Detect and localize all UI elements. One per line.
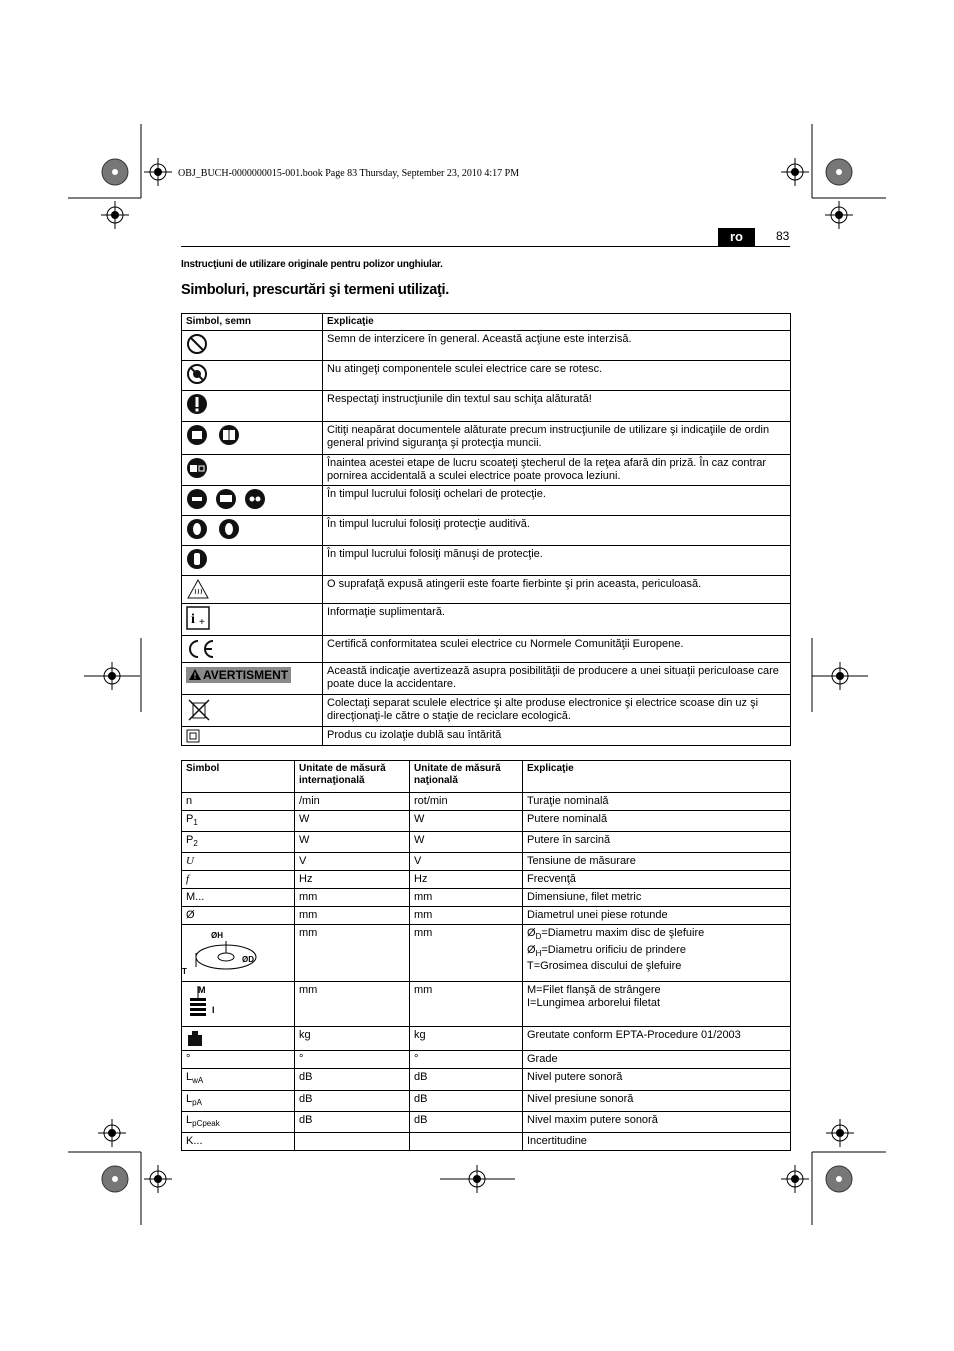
symbol-text: L: [186, 1071, 193, 1084]
symbol-cell: [182, 422, 323, 455]
diagram-label: ØD: [242, 955, 254, 965]
nat-unit-cell: mm: [410, 907, 523, 925]
book-info-line: OBJ_BUCH-0000000015-001.book Page 83 Thursday, September 23, 2010 4:17 PM: [178, 168, 520, 179]
gloves-icon: [186, 548, 208, 570]
symbol-cell: [182, 811, 295, 832]
info-icon: [186, 606, 210, 630]
symbol-cell: [182, 576, 323, 604]
nat-unit-cell: V: [410, 853, 523, 871]
symbol-cell: [182, 832, 295, 853]
double-insulation-icon: [186, 729, 200, 743]
intl-unit-cell: W: [295, 811, 410, 832]
symbol-text: U: [186, 855, 194, 868]
header-cell: Unitate de măsură naţională: [410, 761, 523, 793]
section-title: Simboluri, prescurtări şi termeni utilizaţi.: [181, 282, 450, 298]
header-cell: Simbol, semn: [182, 314, 323, 331]
explanation-cell: Greutate conform EPTA-Procedure 01/2003: [523, 1027, 791, 1051]
symbol-text: Ø: [186, 909, 195, 922]
symbol-row: [182, 516, 791, 546]
explanation-cell: Nivel presiune sonoră: [523, 1090, 791, 1111]
explanation-line: [527, 997, 786, 1010]
explanation-cell: Diametrul unei piese rotunde: [523, 907, 791, 925]
symbol-subscript: pCpeak: [192, 1118, 220, 1128]
unit-row: [182, 1069, 791, 1090]
explanation-cell: Turaţie nominală: [523, 793, 791, 811]
explanation-line: [527, 960, 786, 973]
explanation-cell: În timpul lucrului folosiţi protecţie auditivă.: [323, 516, 791, 546]
symbol-text: f: [186, 873, 190, 886]
symbol-cell: [182, 727, 323, 746]
page-number: 83: [776, 229, 790, 243]
unit-row: [182, 925, 791, 982]
symbol-cell: [182, 546, 323, 576]
warning-triangle-icon: [189, 667, 203, 682]
unit-row: [182, 1111, 791, 1132]
symbol-subscript: 2: [193, 839, 198, 849]
diagram-label: M: [198, 985, 206, 996]
unit-row: [182, 853, 791, 871]
symbol-text: Ø: [527, 943, 536, 956]
symbol-cell: [182, 391, 323, 422]
symbol-cell: [182, 1051, 295, 1069]
nat-unit-cell: mm: [410, 889, 523, 907]
symbols-table-header: [182, 314, 791, 331]
symbol-text: P: [186, 813, 194, 825]
symbol-cell: [182, 331, 323, 361]
units-table-header: [182, 761, 791, 793]
symbols-table: [181, 313, 791, 746]
symbol-row: [182, 604, 791, 636]
explanation-cell: În timpul lucrului folosiţi mănuşi de protecţie.: [323, 546, 791, 576]
unit-row: [182, 793, 791, 811]
nat-unit-cell: Hz: [410, 871, 523, 889]
intl-unit-cell: V: [295, 853, 410, 871]
intl-unit-cell: mm: [295, 907, 410, 925]
symbol-row: [182, 422, 791, 455]
symbol-text: L: [186, 1092, 193, 1105]
symbol-cell: [182, 1111, 295, 1132]
nat-unit-cell: W: [410, 832, 523, 853]
header-rule: [181, 246, 790, 247]
symbol-row: [182, 391, 791, 422]
explanation-cell: Nivel maxim putere sonoră: [523, 1111, 791, 1132]
unit-row: [182, 982, 791, 1027]
symbol-row: [182, 361, 791, 391]
intl-unit-cell: /min: [295, 793, 410, 811]
nat-unit-cell: rot/min: [410, 793, 523, 811]
nat-unit-cell: dB: [410, 1090, 523, 1111]
symbol-cell: [182, 925, 295, 982]
explanation-cell: Putere în sarcină: [523, 832, 791, 853]
symbol-cell: [182, 853, 295, 871]
symbol-cell: [182, 486, 323, 516]
symbol-cell: [182, 1132, 295, 1150]
nat-unit-cell: W: [410, 811, 523, 832]
explanation-text: =Diametru orificiu de prindere: [541, 943, 686, 956]
explanation-cell: Putere nominală: [523, 811, 791, 832]
intl-unit-cell: mm: [295, 925, 410, 982]
symbol-cell: [182, 604, 323, 636]
symbol-cell: [182, 361, 323, 391]
manual-subtitle: Instrucţiuni de utilizare originale pentru polizor unghiular.: [181, 259, 443, 270]
explanation-cell: Produs cu izolaţie dublă sau întărită: [323, 727, 791, 746]
intl-unit-cell: Hz: [295, 871, 410, 889]
symbol-row: [182, 546, 791, 576]
unit-row: [182, 1051, 791, 1069]
explanation-cell: Citiţi neapărat documentele alăturate precum instrucţiunile de utilizare şi indicaţiile de ordin general privind siguranţa şi protecţia muncii.: [323, 422, 791, 455]
do-not-touch-rotating-icon: [186, 363, 208, 385]
symbol-cell: [182, 1027, 295, 1051]
symbol-cell: [182, 516, 323, 546]
explanation-cell: Nu atingeţi componentele sculei electrice care se rotesc.: [323, 361, 791, 391]
diagram-label: T: [182, 967, 187, 977]
symbol-cell: [182, 793, 295, 811]
symbol-text: P: [186, 834, 194, 847]
intl-unit-cell: mm: [295, 982, 410, 1027]
symbol-cell: [182, 695, 323, 727]
intl-unit-cell: [295, 1132, 410, 1150]
symbol-text: Ø: [527, 927, 536, 940]
nat-unit-cell: dB: [410, 1069, 523, 1090]
explanation-cell: Colectaţi separat sculele electrice şi alte produse electronice şi electrice scoase din uz şi direcţionaţi-le către o staţie de reciclare ecologică.: [323, 695, 791, 727]
unit-row: [182, 1132, 791, 1150]
explanation-cell: Respectaţi instrucţiunile din textul sau schiţa alăturată!: [323, 391, 791, 422]
diagram-label: ØH: [211, 931, 223, 941]
symbol-row: [182, 636, 791, 663]
symbol-text: °: [186, 1053, 191, 1066]
intl-unit-cell: dB: [295, 1090, 410, 1111]
nat-unit-cell: °: [410, 1051, 523, 1069]
ce-mark-icon: [186, 638, 216, 660]
explanation-cell: Dimensiune, filet metric: [523, 889, 791, 907]
explanation-text: I=Lungimea arborelui filetat: [527, 997, 660, 1010]
unit-row: [182, 1090, 791, 1111]
diagram-label: I: [212, 1005, 215, 1016]
explanation-cell: [523, 925, 791, 982]
symbol-subscript: H: [535, 948, 542, 958]
exclamation-icon: [186, 393, 208, 415]
nat-unit-cell: mm: [410, 982, 523, 1027]
symbol-cell: [182, 1069, 295, 1090]
symbol-subscript: 1: [193, 818, 198, 828]
symbol-row: [182, 331, 791, 361]
symbol-cell: [182, 636, 323, 663]
unit-row: [182, 871, 791, 889]
prohibition-icon: [186, 333, 208, 355]
nat-unit-cell: kg: [410, 1027, 523, 1051]
intl-unit-cell: dB: [295, 1069, 410, 1090]
symbol-row: [182, 486, 791, 516]
unplug-icon: [186, 457, 208, 479]
hot-surface-icon: [186, 578, 210, 600]
warning-badge: [186, 667, 291, 683]
explanation-cell: O suprafaţă expusă atingerii este foarte fierbinte şi prin aceasta, periculoasă.: [323, 576, 791, 604]
read-manual-icon: [186, 424, 240, 446]
unit-row: [182, 1027, 791, 1051]
header-cell: Explicaţie: [323, 314, 791, 331]
symbol-text: L: [186, 1113, 193, 1126]
disc-dimensions-diagram: [186, 927, 266, 979]
weight-icon: [186, 1029, 204, 1047]
symbol-text: M...: [186, 891, 205, 904]
intl-unit-cell: mm: [295, 889, 410, 907]
intl-unit-cell: dB: [295, 1111, 410, 1132]
explanation-cell: [523, 982, 791, 1027]
symbol-subscript: pA: [192, 1097, 202, 1107]
symbol-cell: [182, 982, 295, 1027]
symbol-row: [182, 695, 791, 727]
ear-protection-icon: [186, 518, 240, 540]
units-table: [181, 760, 791, 1151]
unit-row: [182, 889, 791, 907]
symbol-text: n: [186, 795, 193, 807]
unit-row: [182, 907, 791, 925]
intl-unit-cell: kg: [295, 1027, 410, 1051]
language-badge: ro: [718, 228, 755, 246]
header-cell: Unitate de măsură internaţională: [295, 761, 410, 793]
explanation-cell: Nivel putere sonoră: [523, 1069, 791, 1090]
nat-unit-cell: mm: [410, 925, 523, 982]
symbol-row: [182, 576, 791, 604]
warning-label: AVERTISMENT: [203, 668, 289, 682]
symbol-cell: [182, 663, 323, 695]
explanation-cell: Această indicaţie avertizează asupra posibilităţii de producere a unei situaţii periculoase care poate duce la accidentare.: [323, 663, 791, 695]
explanation-text: =Diametru maxim disc de şlefuire: [541, 927, 705, 940]
symbol-text: K...: [186, 1134, 203, 1147]
header-cell: Simbol: [182, 761, 295, 793]
svg-text:+: +: [199, 617, 205, 628]
thread-diagram: [186, 984, 226, 1024]
explanation-text: M=Filet flanşă de strângere: [527, 984, 661, 997]
eye-protection-icon: [186, 488, 266, 510]
explanation-cell: Tensiune de măsurare: [523, 853, 791, 871]
explanation-cell: Înaintea acestei etape de lucru scoateţi ştecherul de la reţea afară din priză. În caz contrar pornirea accidentală a sculei electrice poate provoca leziuni.: [323, 455, 791, 486]
explanation-line: [527, 927, 786, 943]
symbol-cell: [182, 871, 295, 889]
explanation-cell: Informaţie suplimentară.: [323, 604, 791, 636]
intl-unit-cell: °: [295, 1051, 410, 1069]
explanation-cell: În timpul lucrului folosiţi ochelari de protecţie.: [323, 486, 791, 516]
symbol-cell: [182, 907, 295, 925]
explanation-line: [527, 984, 786, 997]
symbol-subscript: D: [535, 932, 542, 942]
unit-row: [182, 811, 791, 832]
nat-unit-cell: [410, 1132, 523, 1150]
explanation-cell: Certifică conformitatea sculei electrice cu Normele Comunităţii Europene.: [323, 636, 791, 663]
unit-row: [182, 832, 791, 853]
symbol-cell: [182, 455, 323, 486]
nat-unit-cell: dB: [410, 1111, 523, 1132]
explanation-cell: Grade: [523, 1051, 791, 1069]
symbol-row: [182, 727, 791, 746]
symbol-cell: [182, 1090, 295, 1111]
explanation-line: [527, 944, 786, 960]
symbol-row: [182, 663, 791, 695]
header-cell: Explicaţie: [523, 761, 791, 793]
symbol-subscript: wA: [192, 1076, 204, 1086]
explanation-cell: Semn de interzicere în general. Această acţiune este interzisă.: [323, 331, 791, 361]
explanation-cell: Incertitudine: [523, 1132, 791, 1150]
intl-unit-cell: W: [295, 832, 410, 853]
symbol-cell: [182, 889, 295, 907]
explanation-cell: Frecvenţă: [523, 871, 791, 889]
svg-text:i: i: [191, 612, 195, 627]
symbol-row: [182, 455, 791, 486]
explanation-text: T=Grosimea discului de şlefuire: [527, 959, 682, 972]
weee-bin-icon: [186, 697, 212, 723]
